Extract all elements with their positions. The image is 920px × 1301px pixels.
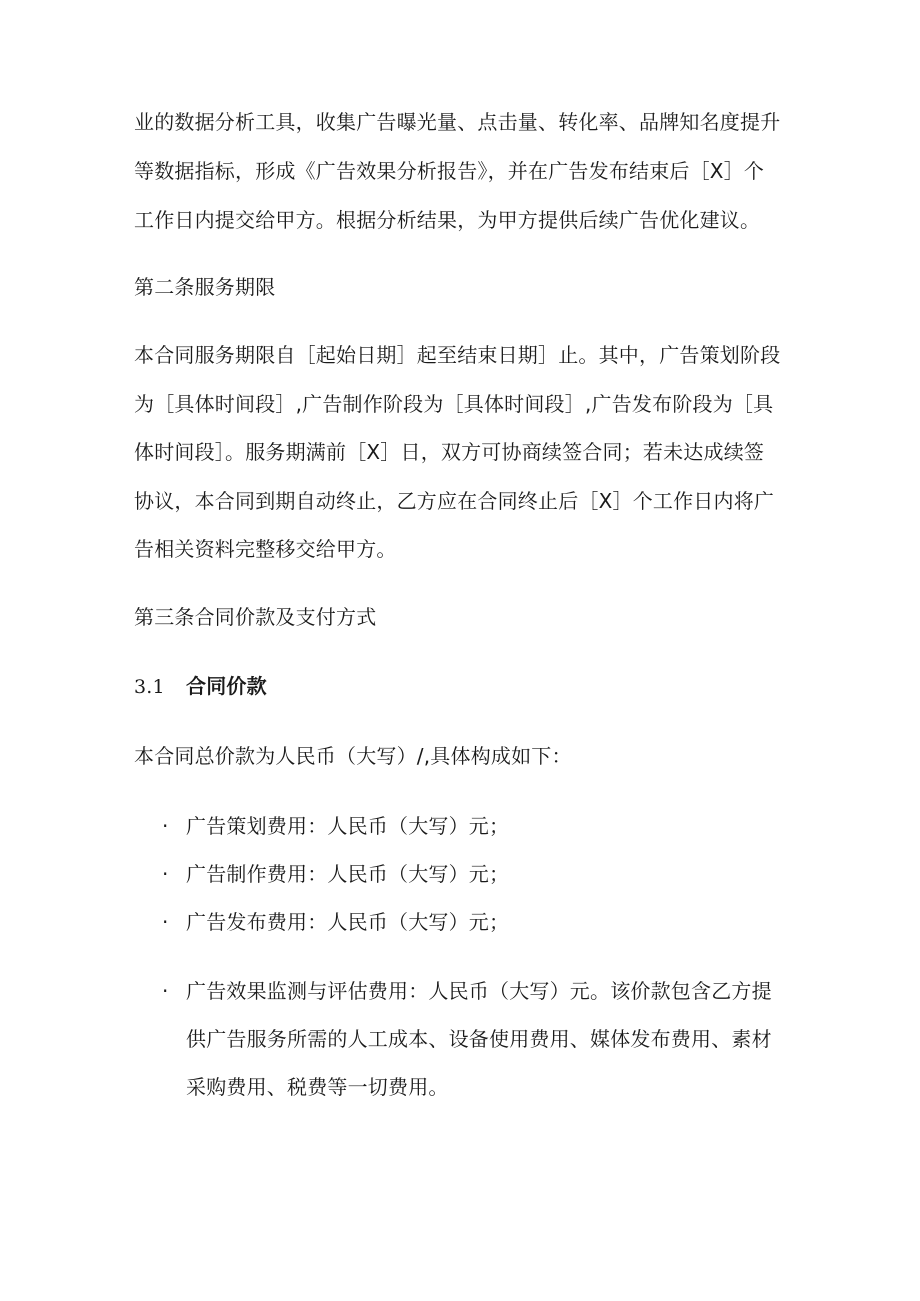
paragraph-line: 业的数据分析工具，收集广告曝光量、点击量、转化率、品牌知名度提升: [134, 110, 781, 134]
list-item: [162, 860, 509, 888]
list-item-text: 广告策划费用：人民币（大写）元；: [186, 814, 510, 838]
list-item-text: 广告效果监测与评估费用：人民币（大写）元。该价款包含乙方提: [186, 979, 772, 1003]
paragraph-line: 体时间段］。服务期满前［X］日，双方可协商续签合同；若未达成续签: [134, 440, 765, 464]
paragraph-line: 本合同服务期限自［起始日期］起至结束日期］止。其中，广告策划阶段: [134, 343, 781, 367]
price-intro: 本合同总价款为人民币（大写）/,具体构成如下：: [134, 744, 572, 768]
bullet-dot-icon: ·: [162, 979, 169, 1003]
paragraph-line: 协议，本合同到期自动终止，乙方应在合同终止后［X］个工作日内将广: [134, 489, 775, 513]
article-3-title: 第三条合同价款及支付方式: [134, 605, 377, 629]
list-item-text: 广告制作费用：人民币（大写）元；: [186, 862, 510, 886]
list-item: [162, 977, 772, 1005]
list-item-text: 广告发布费用：人民币（大写）元；: [186, 910, 510, 934]
bullet-dot-icon: ·: [162, 910, 169, 934]
bullet-dot-icon: ·: [162, 814, 169, 838]
list-item-continuation: 采购费用、税费等一切费用。: [186, 1075, 449, 1099]
paragraph-line: 等数据指标，形成《广告效果分析报告》，并在广告发布结束后［X］个: [134, 159, 765, 183]
section-heading: [134, 672, 267, 701]
section-title: 合同价款: [186, 674, 267, 698]
paragraph-line: 告相关资料完整移交给甲方。: [134, 537, 397, 561]
paragraph-line: 工作日内提交给甲方。根据分析结果，为甲方提供后续广告优化建议。: [134, 208, 761, 232]
article-2-title: 第二条服务期限: [134, 275, 276, 299]
paragraph-line: 为［具体时间段］,广告制作阶段为［具体时间段］,广告发布阶段为［具: [134, 392, 774, 416]
bullet-dot-icon: ·: [162, 862, 169, 886]
list-item: [162, 812, 509, 840]
section-number: 3.1: [134, 676, 165, 698]
list-item: [162, 908, 509, 936]
list-item-continuation: 供广告服务所需的人工成本、设备使用费用、媒体发布费用、素材: [186, 1027, 772, 1051]
